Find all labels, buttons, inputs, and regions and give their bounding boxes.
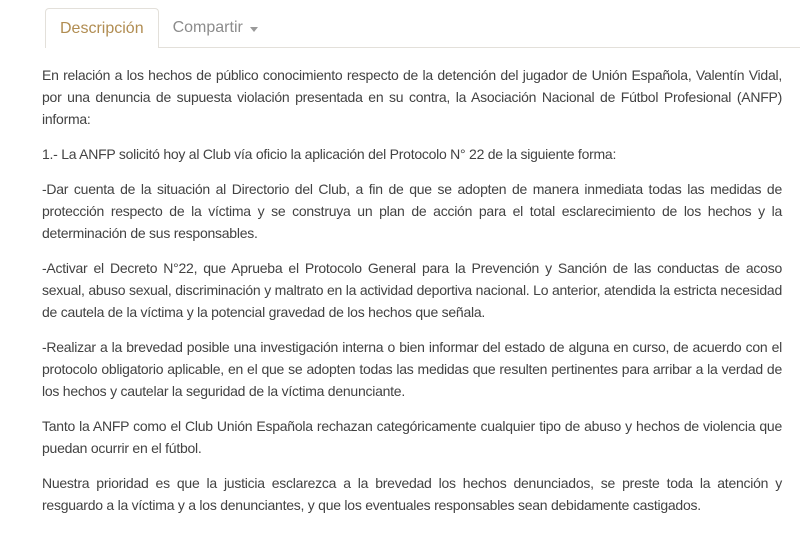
tab-share-label: Compartir [172,19,243,36]
tab-share[interactable] [159,8,272,47]
article-body [0,48,800,516]
article-paragraph: Tanto la ANFP como el Club Unión Española rechazan categóricamente cualquier tipo de abuso y hechos de violencia que puedan ocurrir en el fútbol. [42,418,782,456]
chevron-down-icon [250,27,258,32]
article-paragraph: En relación a los hechos de público conocimiento respecto de la detención del jugador de Unión Española, Valentín Vidal, por una denuncia de supuesta violación presentada en su contra, la Asociación Nacional de Fútbol Profesional (ANFP) informa: [42,67,782,127]
article-paragraph: -Realizar a la brevedad posible una investigación interna o bien informar del estado de alguna en curso, de acuerdo con el protocolo obligatorio aplicable, en el que se adopten todas las medidas que resulten pertinentes para arribar a la verdad de los hechos y cautelar la seguridad de la víctima denunciante. [42,339,782,399]
tab-description-label: Descripción [60,20,144,37]
article-paragraph: -Activar el Decreto N°22, que Aprueba el Protocolo General para la Prevención y Sanción de las conductas de acoso sexual, abuso sexual, discriminación y maltrato en la actividad deportiva nacional. Lo anterior, atendida la estricta necesidad de cautela de la víctima y la potencial gravedad de los hechos que señala. [42,260,782,320]
tab-bar [45,8,800,48]
article-paragraph: 1.- La ANFP solicitó hoy al Club vía oficio la aplicación del Protocolo N° 22 de la siguiente forma: [42,146,617,162]
tab-description[interactable] [45,8,159,48]
article-paragraph: -Dar cuenta de la situación al Directorio del Club, a fin de que se adopten de manera inmediata todas las medidas de protección respecto de la víctima y se construya un plan de acción para el total esclarecimiento de los hechos y la determinación de sus responsables. [42,181,782,241]
article-paragraph: Nuestra prioridad es que la justicia esclarezca a la brevedad los hechos denunciados, se preste toda la atención y resguardo a la víctima y a los denunciantes, y que los eventuales responsables sean debidamente castigados. [42,475,782,513]
